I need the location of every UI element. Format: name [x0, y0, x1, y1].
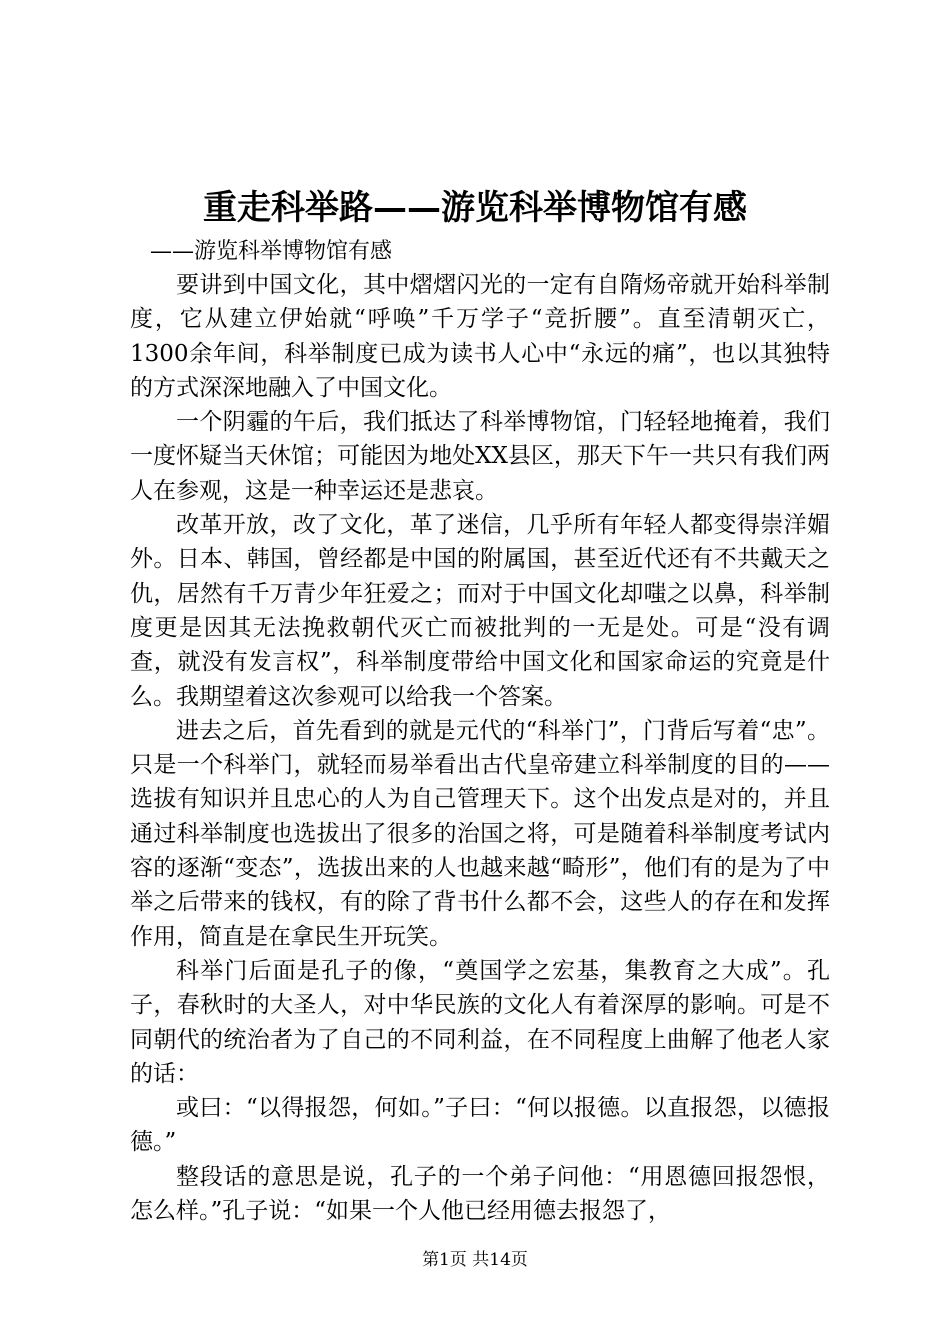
paragraph-1: 要讲到中国文化，其中熠熠闪光的一定有自隋炀帝就开始科举制度，它从建立伊始就“呼唤”千万学子“竞折腰”。直至清朝灭亡，1300余年间，科举制度已成为读书人心中“永远的痛”，也以其独特的方式深深地融入了中国文化。 [130, 272, 830, 401]
paragraph-5: 科举门后面是孔子的像，“奠国学之宏基，集教育之大成”。孔子，春秋时的大圣人，对中华民族的文化人有着深厚的影响。可是不同朝代的统治者为了自己的不同利益，在不同程度上曲解了他老人家的话： [130, 957, 830, 1087]
paragraph-6: 或曰：“以得报怨，何如。”子曰：“何以报德。以直报怨，以德报德。” [130, 1095, 830, 1156]
document-subtitle: ——游览科举博物馆有感 [150, 239, 393, 264]
page-number-footer: 第1页 共14页 [422, 1250, 528, 1270]
document-title: 重走科举路——游览科举博物馆有感 [203, 188, 747, 228]
document-body [130, 268, 830, 1228]
paragraph-3: 改革开放，改了文化，革了迷信，几乎所有年轻人都变得崇洋媚外。日本、韩国，曾经都是中国的附属国，甚至近代还有不共戴天之仇，居然有千万青少年狂爱之；而对于中国文化却嗤之以鼻，科举制度更是因其无法挽救朝代灭亡而被批判的一无是处。可是“没有调查，就没有发言权”，科举制度带给中国文化和国家命运的究竟是什么。我期望着这次参观可以给我一个答案。 [130, 512, 830, 710]
paragraph-2: 一个阴霾的午后，我们抵达了科举博物馆，门轻轻地掩着，我们一度怀疑当天休馆；可能因为地处XX县区，那天下午一共只有我们两人在参观，这是一种幸运还是悲哀。 [130, 409, 830, 504]
paragraph-7: 整段话的意思是说，孔子的一个弟子问他：“用恩德回报怨恨，怎么样。”孔子说：“如果一个人他已经用德去报怨了， [130, 1163, 830, 1225]
paragraph-4: 进去之后，首先看到的就是元代的“科举门”，门背后写着“忠”。只是一个科举门，就轻而易举看出古代皇帝建立科举制度的目的——选拔有知识并且忠心的人为自己管理天下。这个出发点是对的，并且通过科举制度也选拔出了很多的治国之将，可是随着科举制度考试内容的逐渐“变态”，选拔出来的人也越来越“畸形”，他们有的是为了中举之后带来的钱权，有的除了背书什么都不会，这些人的存在和发挥作用，简直是在拿民生开玩笑。 [130, 717, 830, 950]
